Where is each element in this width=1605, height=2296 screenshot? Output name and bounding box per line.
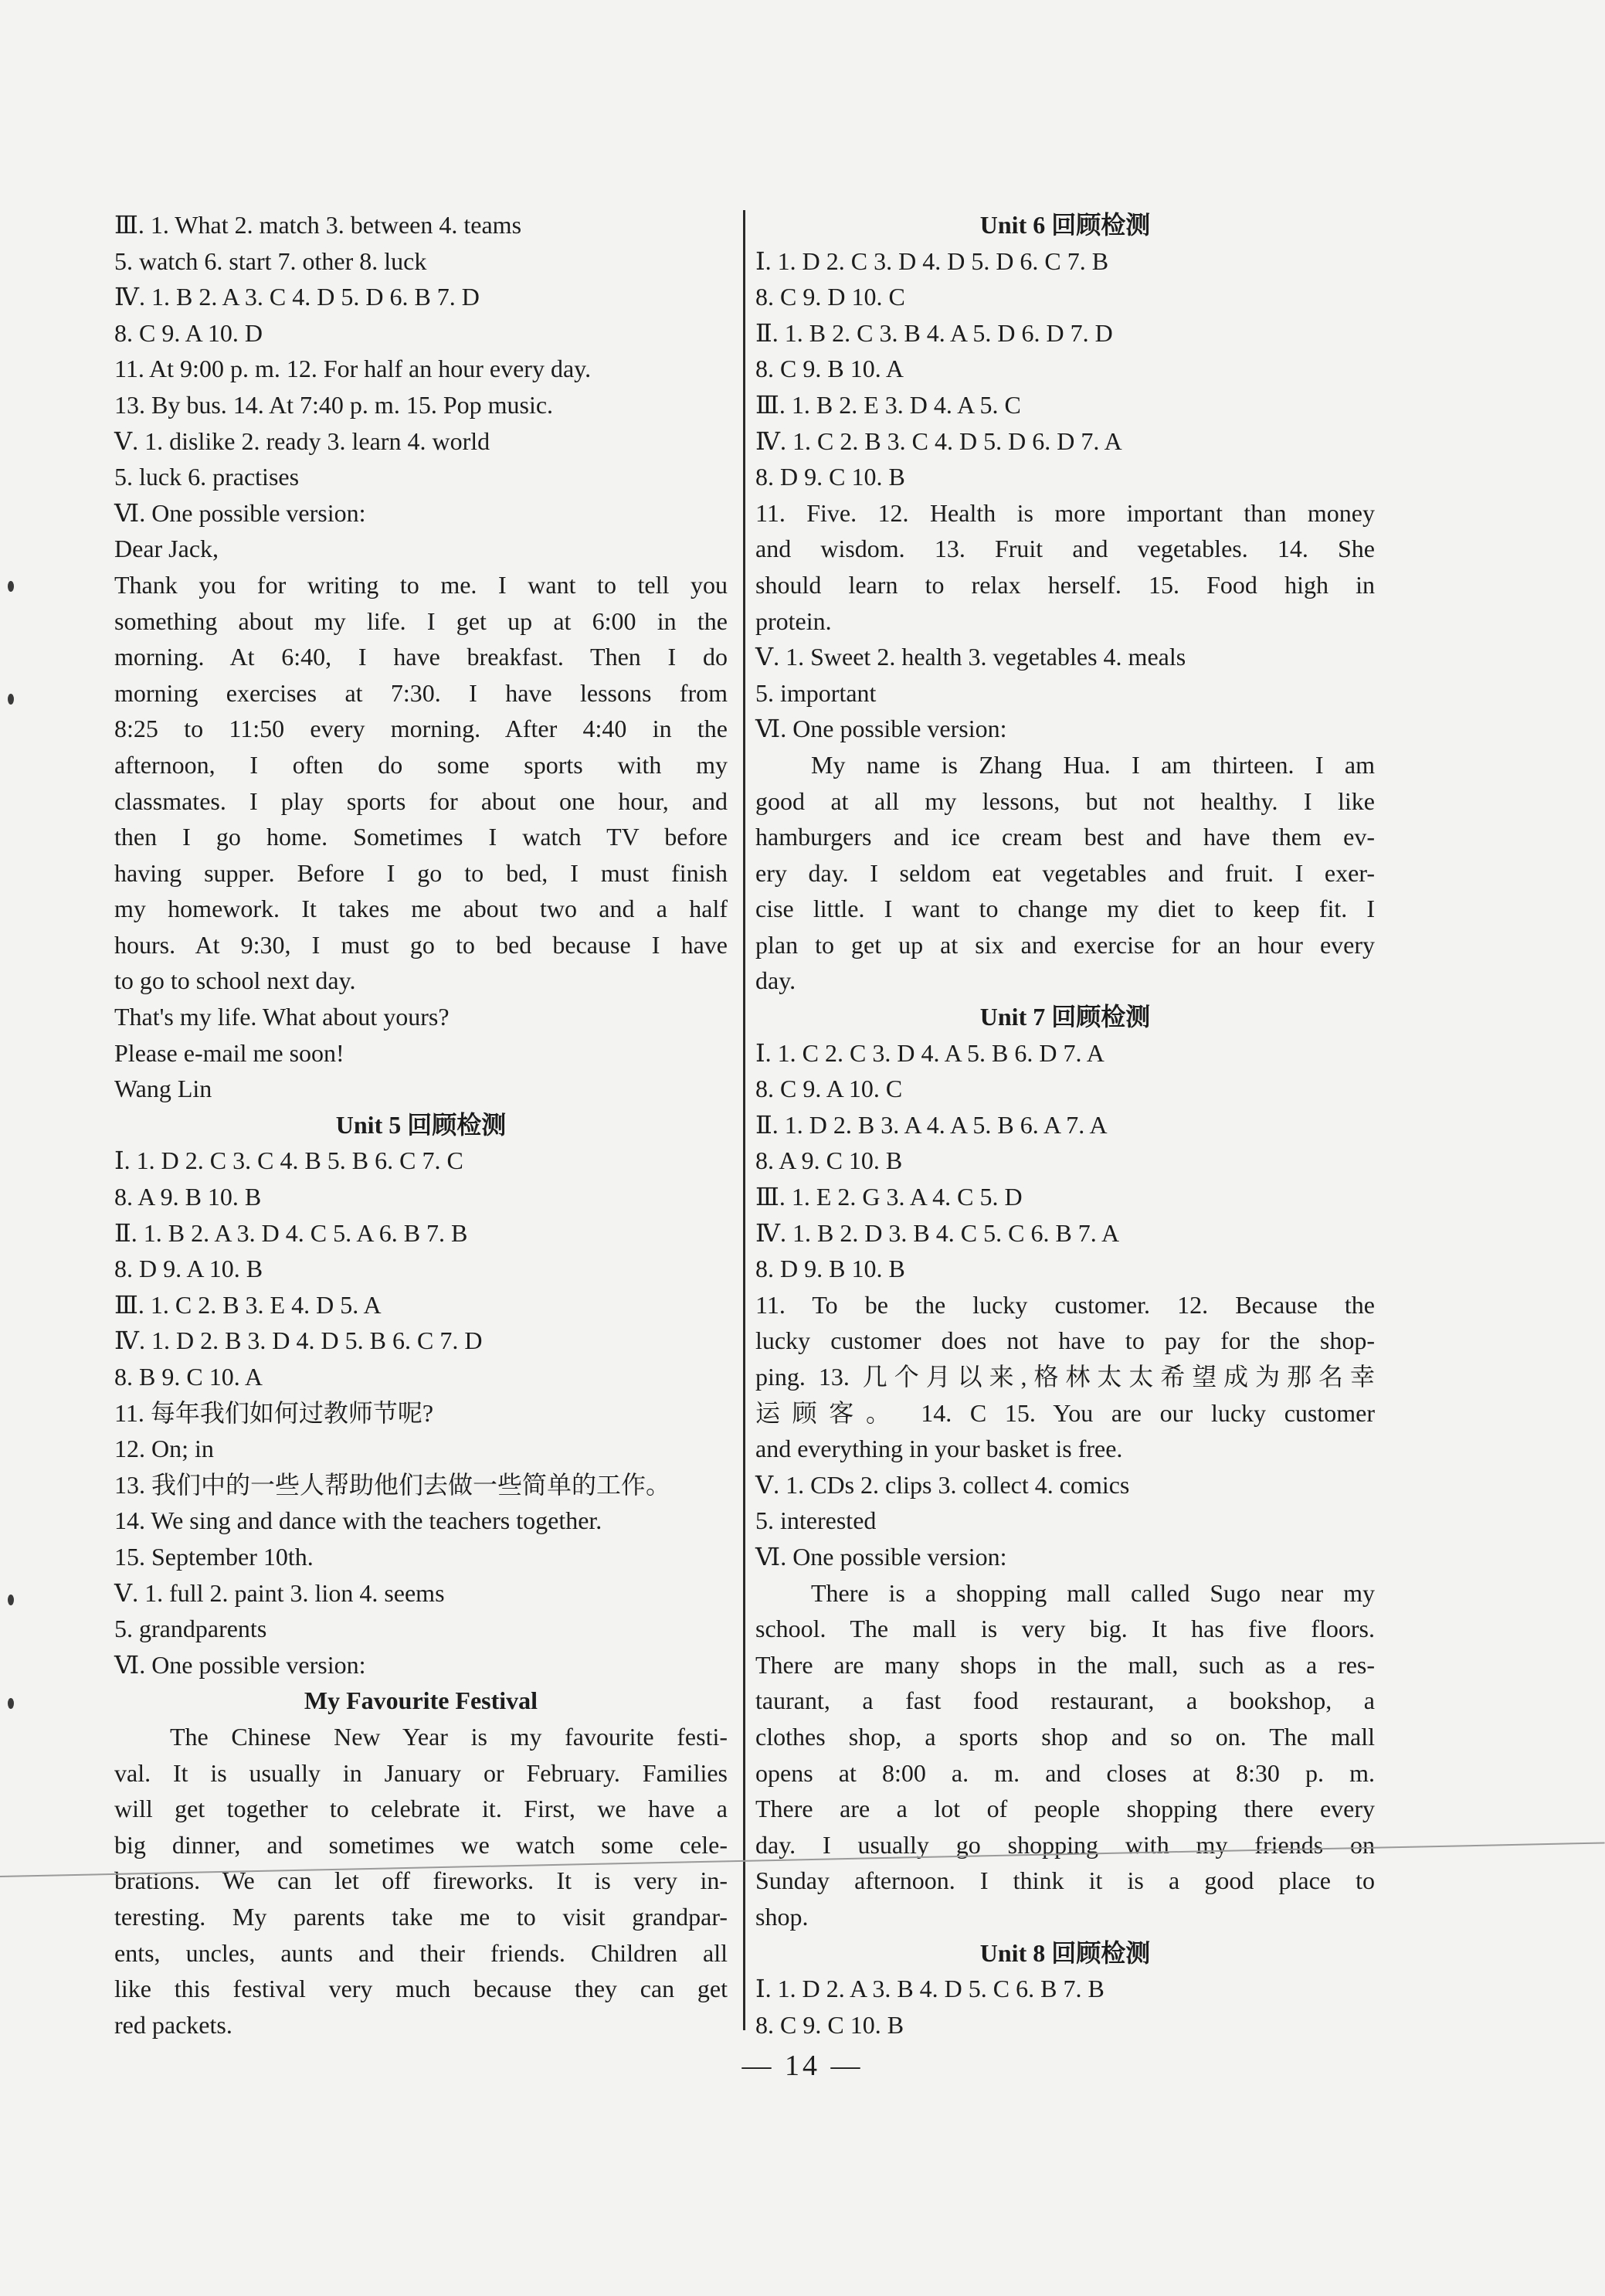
text-line: Ⅵ. One possible version: — [114, 498, 366, 527]
text-line: lucky customer does not have to pay for the shop- — [755, 1326, 1375, 1355]
text-line: 8. A 9. B 10. B — [114, 1183, 262, 1211]
text-line: ping. 13. 几个月以来,格林太太希望成为那名幸 — [755, 1363, 1375, 1391]
text-line: Ⅵ. One possible version: — [755, 1542, 1007, 1571]
left-column — [114, 207, 728, 2043]
text-line: protein. — [755, 606, 832, 635]
text-line: Ⅴ. 1. full 2. paint 3. lion 4. seems — [114, 1578, 445, 1607]
text-line: 8. C 9. A 10. C — [755, 1075, 903, 1103]
text-line: Ⅲ. 1. C 2. B 3. E 4. D 5. A — [114, 1290, 382, 1319]
text-line: classmates. I play sports for about one hour, and — [114, 786, 728, 815]
text-line: and everything in your basket is free. — [755, 1435, 1123, 1463]
section-heading: Unit 5 回顾检测 — [335, 1110, 507, 1139]
text-line: 15. September 10th. — [114, 1542, 314, 1571]
text-line: Ⅳ. 1. D 2. B 3. D 4. D 5. B 6. C 7. D — [114, 1326, 483, 1355]
text-line: 8. D 9. A 10. B — [114, 1255, 263, 1283]
text-line: morning. At 6:40, I have breakfast. Then I do — [114, 643, 728, 671]
text-line: The Chinese New Year is my favourite festi- — [170, 1722, 728, 1751]
text-line: val. It is usually in January or February. Families — [114, 1758, 728, 1787]
section-heading: Unit 7 回顾检测 — [979, 1003, 1151, 1031]
text-line: 8. C 9. C 10. B — [755, 2010, 904, 2039]
text-line: 5. important — [755, 678, 877, 707]
text-line: Ⅱ. 1. B 2. C 3. B 4. A 5. D 6. D 7. D — [755, 318, 1113, 347]
text-line: Dear Jack, — [114, 535, 219, 563]
text-line: 8. A 9. C 10. B — [755, 1146, 903, 1175]
binding-mark — [8, 581, 14, 592]
text-line: 5. watch 6. start 7. other 8. luck — [114, 246, 427, 275]
section-heading: Unit 6 回顾检测 — [979, 211, 1151, 239]
text-line: Ⅰ. 1. D 2. C 3. C 4. B 5. B 6. C 7. C — [114, 1146, 463, 1175]
text-line: day. I usually go shopping with my friends on — [755, 1830, 1375, 1859]
text-line: clothes shop, a sports shop and so on. The mall — [755, 1722, 1375, 1751]
text-line: 14. We sing and dance with the teachers together. — [114, 1506, 602, 1535]
text-line: opens at 8:00 a. m. and closes at 8:30 p. m. — [755, 1758, 1375, 1787]
text-line: 8. B 9. C 10. A — [114, 1363, 263, 1391]
text-line: 5. luck 6. practises — [114, 463, 300, 491]
text-line: Thank you for writing to me. I want to tell you — [114, 570, 728, 599]
text-line: hamburgers and ice cream best and have them ev- — [755, 823, 1375, 851]
text-line: like this festival very much because they can get — [114, 1975, 728, 2003]
right-column — [755, 207, 1375, 2043]
text-line: Ⅱ. 1. D 2. B 3. A 4. A 5. B 6. A 7. A — [755, 1110, 1108, 1139]
text-line: hours. At 9:30, I must go to bed because I have — [114, 930, 728, 959]
text-line: There are a lot of people shopping there every — [755, 1795, 1375, 1823]
text-line: then I go home. Sometimes I watch TV before — [114, 823, 728, 851]
binding-mark — [8, 1698, 14, 1709]
text-line: teresting. My parents take me to visit grandpar- — [114, 1902, 728, 1931]
text-line: having supper. Before I go to bed, I must finish — [114, 858, 728, 887]
text-line: to go to school next day. — [114, 966, 356, 995]
text-line: Ⅰ. 1. C 2. C 3. D 4. A 5. B 6. D 7. A — [755, 1038, 1104, 1067]
text-line: Ⅳ. 1. B 2. A 3. C 4. D 5. D 6. B 7. D — [114, 283, 480, 311]
text-line: good at all my lessons, but not healthy. I like — [755, 786, 1375, 815]
page-number: — 14 — — [741, 2050, 864, 2082]
text-line: Ⅲ. 1. B 2. E 3. D 4. A 5. C — [755, 390, 1021, 419]
text-line: morning exercises at 7:30. I have lessons from — [114, 678, 728, 707]
binding-mark — [8, 694, 14, 705]
text-line: Ⅱ. 1. B 2. A 3. D 4. C 5. A 6. B 7. B — [114, 1218, 468, 1247]
text-line: 8. C 9. D 10. C — [755, 283, 905, 311]
text-line: That's my life. What about yours? — [114, 1003, 450, 1031]
text-line: brations. We can let off fireworks. It is very in- — [114, 1866, 728, 1895]
text-line: 12. On; in — [114, 1435, 214, 1463]
text-line: There is a shopping mall called Sugo near my — [811, 1578, 1375, 1607]
text-line: and wisdom. 13. Fruit and vegetables. 14. She — [755, 535, 1375, 563]
text-line: ents, uncles, aunts and their friends. Children all — [114, 1938, 728, 1967]
text-line: big dinner, and sometimes we watch some cele- — [114, 1830, 728, 1859]
text-line: 5. interested — [755, 1506, 877, 1535]
text-line: Ⅴ. 1. CDs 2. clips 3. collect 4. comics — [755, 1470, 1130, 1499]
text-line: Wang Lin — [114, 1075, 212, 1103]
text-line: 8. D 9. B 10. B — [755, 1255, 905, 1283]
text-line: 运顾客。 14. C 15. You are our lucky customer — [755, 1398, 1375, 1427]
text-line: Please e-mail me soon! — [114, 1038, 344, 1067]
text-line: Sunday afternoon. I think it is a good place to — [755, 1866, 1375, 1895]
text-line: There are many shops in the mall, such as a res- — [755, 1650, 1375, 1679]
text-line: 11. To be the lucky customer. 12. Because the — [755, 1290, 1375, 1319]
text-line: Ⅴ. 1. Sweet 2. health 3. vegetables 4. meals — [755, 643, 1186, 671]
text-line: 11. At 9:00 p. m. 12. For half an hour every day. — [114, 355, 592, 383]
text-line: Ⅲ. 1. E 2. G 3. A 4. C 5. D — [755, 1183, 1023, 1211]
text-line: cise little. I want to change my diet to keep fit. I — [755, 895, 1375, 923]
text-line: My name is Zhang Hua. I am thirteen. I am — [811, 750, 1375, 779]
text-line: 13. By bus. 14. At 7:40 p. m. 15. Pop music. — [114, 390, 554, 419]
text-line: 13. 我们中的一些人帮助他们去做一些简单的工作。 — [114, 1470, 671, 1499]
text-line: afternoon, I often do some sports with my — [114, 750, 728, 779]
text-line: school. The mall is very big. It has five floors. — [755, 1615, 1375, 1643]
section-heading: Unit 8 回顾检测 — [979, 1938, 1151, 1967]
text-line: 8:25 to 11:50 every morning. After 4:40 in the — [114, 715, 728, 743]
text-line: 11. 每年我们如何过教师节呢? — [114, 1398, 434, 1427]
text-line: Ⅳ. 1. B 2. D 3. B 4. C 5. C 6. B 7. A — [755, 1218, 1120, 1247]
text-line: should learn to relax herself. 15. Food high in — [755, 570, 1375, 599]
column-divider — [743, 210, 745, 2030]
text-line: day. — [755, 966, 796, 995]
text-line: 5. grandparents — [114, 1615, 267, 1643]
text-line: Ⅵ. One possible version: — [755, 715, 1007, 743]
text-line: Ⅰ. 1. D 2. C 3. D 4. D 5. D 6. C 7. B — [755, 246, 1109, 275]
binding-mark — [8, 1595, 14, 1605]
text-line: Ⅰ. 1. D 2. A 3. B 4. D 5. C 6. B 7. B — [755, 1975, 1104, 2003]
text-line: Ⅴ. 1. dislike 2. ready 3. learn 4. world — [114, 426, 490, 455]
text-line: plan to get up at six and exercise for an hour every — [755, 930, 1375, 959]
text-line: my homework. It takes me about two and a half — [114, 895, 728, 923]
section-heading: My Favourite Festival — [304, 1686, 538, 1715]
text-line: something about my life. I get up at 6:00 in the — [114, 606, 728, 635]
text-line: Ⅳ. 1. C 2. B 3. C 4. D 5. D 6. D 7. A — [755, 426, 1122, 455]
text-line: red packets. — [114, 2010, 232, 2039]
text-line: 8. C 9. A 10. D — [114, 318, 263, 347]
text-line: will get together to celebrate it. First, we have a — [114, 1795, 728, 1823]
text-line: Ⅵ. One possible version: — [114, 1650, 366, 1679]
text-line: 8. D 9. C 10. B — [755, 463, 905, 491]
text-line: ery day. I seldom eat vegetables and fruit. I exer- — [755, 858, 1375, 887]
text-line: 11. Five. 12. Health is more important than money — [755, 498, 1375, 527]
text-line: taurant, a fast food restaurant, a bookshop, a — [755, 1686, 1375, 1715]
text-line: shop. — [755, 1902, 809, 1931]
text-line: Ⅲ. 1. What 2. match 3. between 4. teams — [114, 211, 522, 239]
text-line: 8. C 9. B 10. A — [755, 355, 904, 383]
